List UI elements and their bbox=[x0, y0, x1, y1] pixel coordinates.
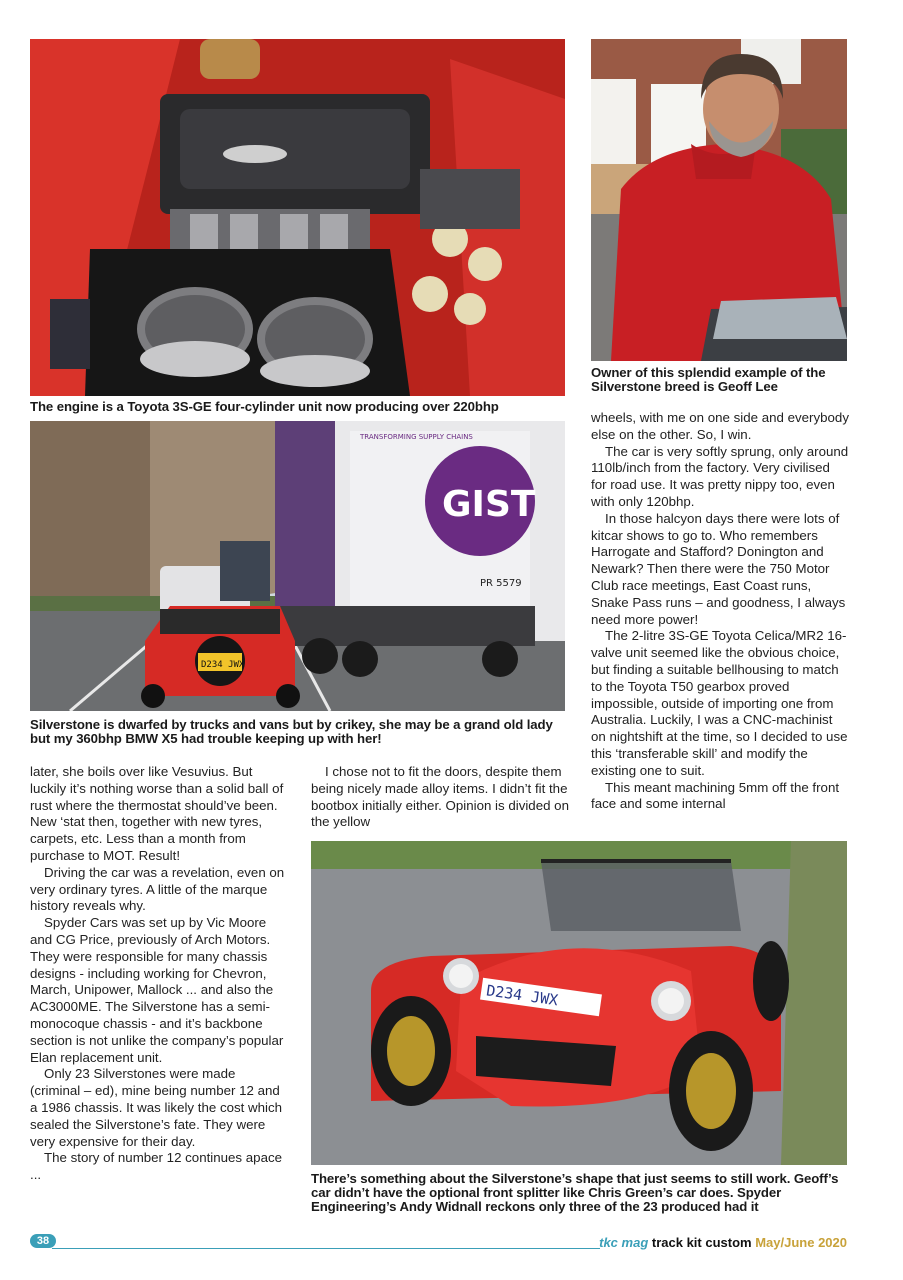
front-plate: D234 JWX bbox=[485, 981, 560, 1010]
paragraph: Spyder Cars was set up by Vic Moore and CG Price, previously of Arch Motors. They were responsible for many chassis designs - including working for Chevron, March, Unipower, Mallock ... and also the AC3000ME. The Silverstone has a semi-monocoque chassis - and it’s backbone section is not unlike the company’s popular Elan replacement unit. bbox=[30, 915, 284, 1065]
truck-sticker: TRANSFORMING SUPPLY CHAINS bbox=[360, 433, 473, 441]
truck-logo: GIST bbox=[442, 484, 536, 525]
car-caption: There’s something about the Silverstone’s shape that just seems to still work. Geoff’s car didn’t have the optional front splitter like Chris Green’s car does. Spyder Engineering’s Andy Widnall reckons only three of the 23 produced had it bbox=[311, 1171, 839, 1214]
trucks-caption: Silverstone is dwarfed by trucks and vans but by crikey, she may be a grand old lady but my 360bhp BMW X5 had trouble keeping up with her! bbox=[30, 717, 553, 746]
trucks-photo bbox=[30, 421, 565, 711]
paragraph: The story of number 12 continues apace ... bbox=[30, 1150, 283, 1183]
truck-number: PR 5579 bbox=[480, 578, 522, 589]
paragraph: Only 23 Silverstones were made (criminal – ed), mine being number 12 and a 1986 chassis. It was likely the cost which sealed the Silverstone’s fate. They were very expensive for their day. bbox=[30, 1066, 283, 1149]
body-column-2 bbox=[311, 764, 569, 831]
magazine-brand bbox=[599, 1235, 847, 1250]
car-photo bbox=[311, 841, 847, 1165]
paragraph: The 2-litre 3S-GE Toyota Celica/MR2 16-valve unit seemed like the obvious choice, but finding a suitable bellhousing to match to the Toyota T50 gearbox proved impossible, outside of importing one from Australia. Luckily, I was a CNC-machinist on nightshift at the time, so I decided to use this ‘transferable skill’ and modify the existing one to suit. bbox=[591, 628, 848, 778]
footer-rule bbox=[52, 1248, 600, 1249]
page-number: 38 bbox=[30, 1234, 56, 1248]
body-column-1 bbox=[30, 764, 288, 1184]
mag-title: track kit custom bbox=[651, 1235, 752, 1250]
issue-date: May/June 2020 bbox=[755, 1235, 847, 1250]
page-footer bbox=[30, 1232, 847, 1252]
paragraph: Driving the car was a revelation, even on very ordinary tyres. A little of the marque history reveals why. bbox=[30, 864, 285, 914]
paragraph: I chose not to fit the doors, despite them being nicely made alloy items. I didn’t fit the bootbox initially either. Opinion is divided on the yellow bbox=[311, 764, 569, 830]
engine-photo bbox=[30, 39, 565, 396]
owner-caption: Owner of this splendid example of the Silverstone breed is Geoff Lee bbox=[591, 365, 826, 394]
paragraph: In those halcyon days there were lots of kitcar shows to go to. Who remembers Harrogate and Stafford? Donington and Newark? Then there were the 750 Motor Club race meetings, East Coast runs, Snake Pass runs – and goodness, I always need more power! bbox=[591, 510, 846, 627]
rear-plate: D234 JWX bbox=[201, 660, 245, 670]
owner-photo bbox=[591, 39, 847, 361]
mag-name: tkc mag bbox=[599, 1235, 649, 1250]
paragraph: This meant machining 5mm off the front face and some internal bbox=[591, 779, 840, 812]
body-column-3 bbox=[591, 410, 849, 813]
paragraph: The car is very softly sprung, only around 110lb/inch from the factory. Very civilised for road use. It was pretty nippy too, even with only 120bhp. bbox=[591, 443, 849, 509]
paragraph: wheels, with me on one side and everybody else on the other. So, I win. bbox=[591, 410, 849, 442]
paragraph: later, she boils over like Vesuvius. But luckily it’s nothing worse than a solid ball of rust where the thermostat should’ve been. New ‘stat then, together with new tyres, carpets, etc. Less than a month from purchase to MOT. Result! bbox=[30, 764, 284, 863]
engine-caption: The engine is a Toyota 3S-GE four-cylinder unit now producing over 220bhp bbox=[30, 399, 499, 414]
